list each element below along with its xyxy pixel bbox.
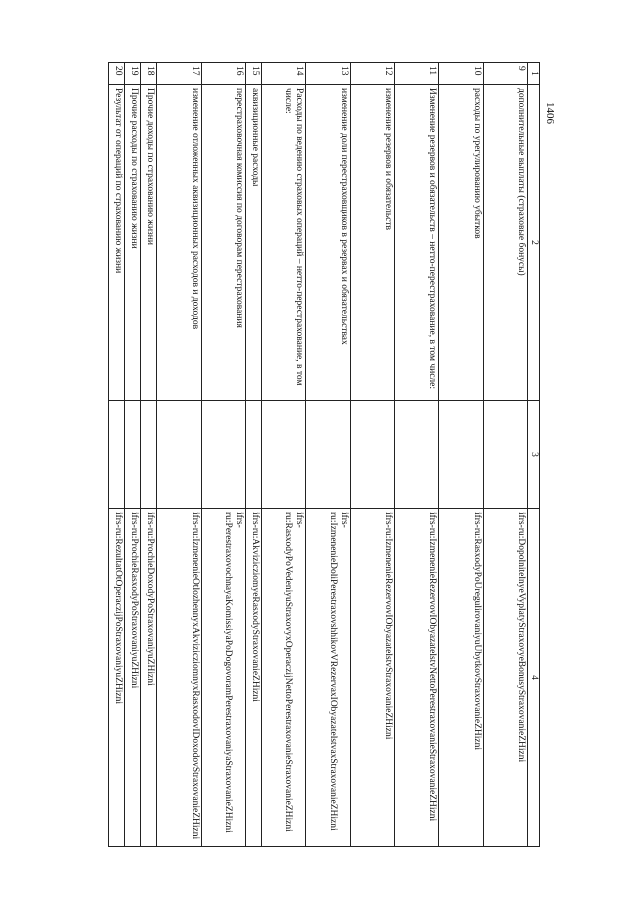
row-name: расходы по урегулированию убытков [439,85,483,401]
row-code: ifrs-ru:ProchieDoxodyPoStraxovaniyuZHizni [141,509,157,847]
row-number: 13 [306,63,350,85]
table-row [306,63,350,847]
row-number: 15 [246,63,262,85]
table-header-row [528,63,540,847]
row-code: ifrs-ru:RasxodyPoVedeniyuStraxovyxOperaczijNettoPerestraxovanieStraxovanieZHizni [262,509,306,847]
row-col3 [125,401,141,509]
row-name: Прочие доходы по страхованию жизни [141,85,157,401]
row-name: изменение отложенных аквизиционных расходов и доходов [157,85,201,401]
table-row [262,63,306,847]
row-code: ifrs-ru:ProchieRasxodyPoStraxovaniyuZHizni [125,509,141,847]
table-row [109,63,125,847]
table-row [246,63,262,847]
row-col3 [201,401,245,509]
rotated-table-region [108,62,540,846]
column-header: 4 [528,509,540,847]
row-col3 [439,401,483,509]
row-col3 [395,401,439,509]
row-number: 12 [350,63,394,85]
row-col3 [109,401,125,509]
row-number: 14 [262,63,306,85]
row-col3 [306,401,350,509]
row-name: Изменение резервов и обязательств – нетто-перестрахование, в том числе: [395,85,439,401]
page-number: 1406 [544,102,556,124]
row-name: изменение резервов и обязательств [350,85,394,401]
table-row [483,63,527,847]
row-code: ifrs-ru:DopolnitelnyeVyplatyStraxovyeBonusyStraxovanieZHizni [483,509,527,847]
row-number: 11 [395,63,439,85]
row-code: ifrs-ru:IzmenenieDoliPerestraxovshhikovVRezervaxIObyazatelstvaxStraxovanieZHizni [306,509,350,847]
row-name: Расходы по ведению страховых операций – нетто-перестрахование, в том числе: [262,85,306,401]
row-number: 16 [201,63,245,85]
row-code: ifrs-ru:RezultatOtOperaczijPoStraxovaniyuZHizni [109,509,125,847]
table-row [141,63,157,847]
row-col3 [483,401,527,509]
row-col3 [141,401,157,509]
table-row [395,63,439,847]
table-row [201,63,245,847]
table-row [125,63,141,847]
row-number: 20 [109,63,125,85]
row-code: ifrs-ru:IzmenenieRezervovIObyazatelstvStraxovanieZHizni [350,509,394,847]
table-row [439,63,483,847]
row-col3 [350,401,394,509]
column-header: 1 [528,63,540,85]
table-row [350,63,394,847]
data-table [108,62,540,847]
table-row [157,63,201,847]
row-col3 [246,401,262,509]
column-header: 3 [528,401,540,509]
row-number: 18 [141,63,157,85]
row-code: ifrs-ru:AkvizicziomyeRasxodyStraxovanieZHizni [246,509,262,847]
row-number: 17 [157,63,201,85]
row-code: ifrs-ru:RasxodyPoUregulirovaniyuUbytkovStraxovanieZHizni [439,509,483,847]
row-number: 19 [125,63,141,85]
row-number: 9 [483,63,527,85]
row-code: ifrs-ru:IzmenenieRezervovIObyazatelstvNettoPerestraxovanieStraxovanieZHizni [395,509,439,847]
column-header: 2 [528,85,540,401]
row-number: 10 [439,63,483,85]
row-col3 [157,401,201,509]
row-col3 [262,401,306,509]
row-name: Прочие расходы по страхованию жизни [125,85,141,401]
row-name: изменение доли перестраховщиков в резервах и обязательствах [306,85,350,401]
row-name: Результат от операций по страхованию жизни [109,85,125,401]
row-code: ifrs-ru:PerestraxovochnayaKomissiyaPoDogovoramPerestraxovaniyaStraxovanieZHizni [201,509,245,847]
row-name: дополнительные выплаты (страховые бонусы) [483,85,527,401]
row-name: аквизиционные расходы [246,85,262,401]
row-code: ifrs-ru:IzmenenieOtlozhennyxAkvizicziomnyxRasxodovIDoxodovStraxovanieZHizni [157,509,201,847]
row-name: перестраховочная комиссия по договорам перестрахования [201,85,245,401]
